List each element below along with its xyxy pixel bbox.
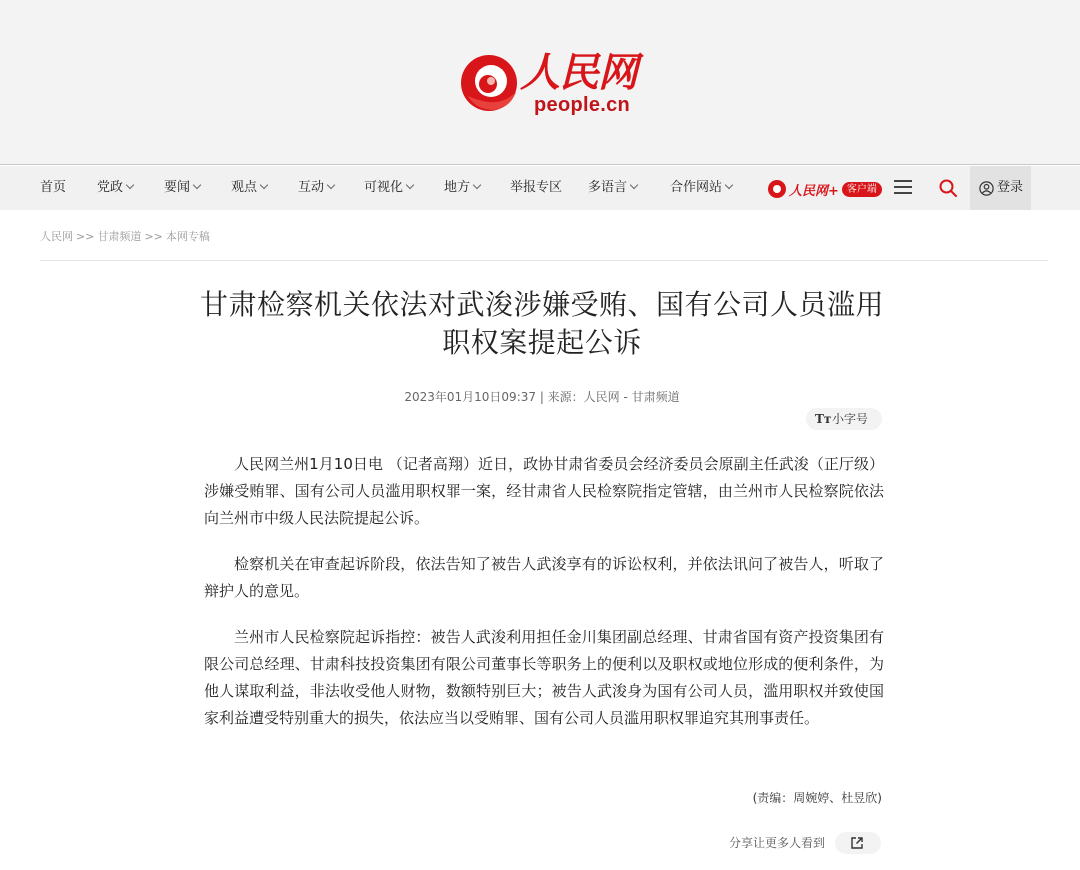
article-paragraph: 兰州市人民检察院起诉指控：被告人武浚利用担任金川集团副总经理、甘肃省国有资产投资集团有限公司总经理、甘肃科技投资集团有限公司董事长等职务上的便利以及职权或地位形成的便利条件，为他人谋取利益，非法收受他人财物，数额特别巨大；被告人武浚身为国有公司人员，滥用职权并致使国家利益遭受特别重大的损失，依法应当以受贿罪、国有公司人员滥用职权罪追究其刑事责任。 [204, 628, 884, 727]
article-paragraph: 检察机关在审查起诉阶段，依法告知了被告人武浚享有的诉讼权利，并依法讯问了被告人，听取了辩护人的意见。 [204, 555, 884, 600]
nav-label: 可视化 [364, 180, 404, 195]
hamburger-menu-icon[interactable] [894, 180, 912, 194]
font-size-label: 小字号 [832, 412, 869, 426]
nav-item-party[interactable] [97, 166, 133, 210]
chevron-down-icon [193, 181, 201, 189]
breadcrumb-separator: >> [76, 230, 95, 243]
chevron-down-icon [126, 181, 134, 189]
nav-label: 观点 [231, 180, 258, 195]
nav-item-home[interactable] [40, 166, 66, 210]
app-name: 人民网+ [789, 183, 839, 199]
nav-item-opinion[interactable] [231, 166, 267, 210]
divider [40, 260, 1048, 261]
nav-item-local[interactable] [444, 166, 480, 210]
nav-item-report[interactable] [510, 166, 562, 210]
nav-label: 党政 [97, 180, 124, 195]
article-title: 甘肃检察机关依法对武浚涉嫌受贿、国有公司人员滥用职权案提起公诉 [200, 288, 885, 359]
nav-label: 地方 [444, 180, 471, 195]
logo-text-en: people.cn [534, 94, 631, 116]
nav-item-news[interactable] [164, 166, 200, 210]
search-icon[interactable] [938, 178, 958, 198]
logo-text-cn: 人民网 [520, 49, 637, 96]
logo-swirl-icon [458, 52, 520, 114]
nav-item-partners[interactable] [670, 166, 732, 210]
app-logo-icon [768, 180, 786, 198]
site-logo[interactable] [458, 48, 638, 120]
nav-item-visual[interactable] [364, 166, 413, 210]
article-meta: 2023年01月10日09:37 | 来源：人民网 - 甘肃频道 [404, 390, 680, 404]
article-paragraph: 人民网兰州1月10日电 （记者高翔）近日，政协甘肃省委员会经济委员会原副主任武浚（正厅级）涉嫌受贿罪、国有公司人员滥用职权罪一案，经甘肃省人民检察院指定管辖，由兰州市人民检察院依法向兰州市中级人民法院提起公诉。 [204, 455, 884, 527]
article-body [204, 451, 884, 751]
chevron-down-icon [725, 181, 733, 189]
chevron-down-icon [473, 181, 481, 189]
nav-item-languages[interactable] [588, 166, 637, 210]
login-button[interactable] [970, 166, 1031, 210]
nav-label: 要闻 [164, 180, 191, 195]
share-icon [850, 836, 864, 850]
login-label: 登录 [997, 180, 1024, 195]
user-icon [979, 181, 994, 196]
chevron-down-icon [260, 181, 268, 189]
chevron-down-icon [406, 181, 414, 189]
nav-item-interact[interactable] [298, 166, 334, 210]
breadcrumb-link-home[interactable]: 人民网 [40, 230, 73, 243]
breadcrumb-separator: >> [144, 230, 163, 243]
app-download-link[interactable] [768, 179, 882, 199]
nav-label: 互动 [298, 180, 325, 195]
breadcrumb-link-original[interactable]: 本网专稿 [165, 230, 210, 243]
article-editor: (责编：周婉婷、杜昱欣) [752, 791, 882, 805]
app-client-badge: 客户端 [842, 182, 882, 197]
nav-label: 举报专区 [510, 180, 563, 195]
chevron-down-icon [630, 181, 638, 189]
nav-label: 首页 [40, 180, 67, 195]
share-button[interactable] [835, 832, 881, 854]
chevron-down-icon [327, 181, 335, 189]
font-size-toggle[interactable] [806, 408, 882, 430]
site-header [0, 0, 1080, 165]
share-text: 分享让更多人看到 [729, 836, 826, 850]
nav-label: 合作网站 [670, 180, 723, 195]
breadcrumb-link-gansu[interactable]: 甘肃频道 [97, 230, 142, 243]
font-size-icon: Tт [815, 412, 832, 426]
breadcrumb [40, 228, 210, 244]
nav-label: 多语言 [588, 180, 628, 195]
